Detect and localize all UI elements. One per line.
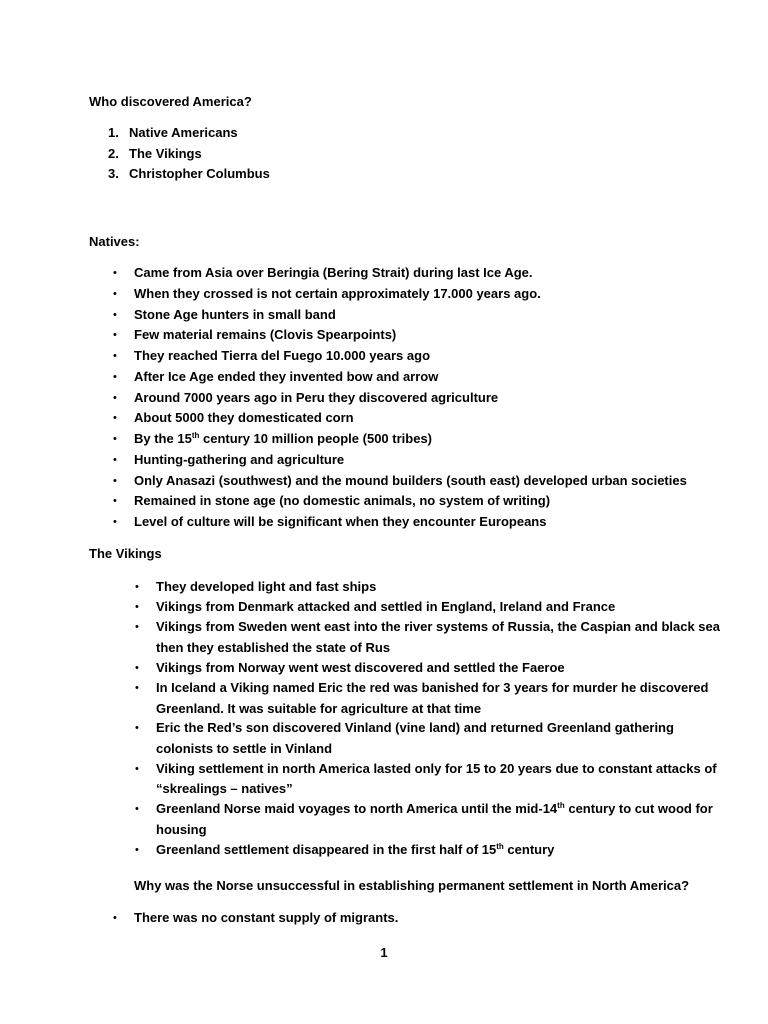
bullet-line: Stone Age hunters in small band <box>134 306 336 322</box>
bullet-text <box>156 799 713 840</box>
bullet-icon: • <box>113 329 117 342</box>
bullet-icon: • <box>135 621 139 634</box>
bullet-line: Around 7000 years ago in Peru they discovered agriculture <box>134 389 499 405</box>
bullet-text <box>134 408 354 429</box>
bullet-icon: • <box>135 803 139 816</box>
list-number: 3. <box>108 166 119 181</box>
superscript: th <box>557 801 565 811</box>
list-number: 2. <box>108 145 119 161</box>
bullet-text <box>134 284 541 305</box>
list-item-text: Native Americans <box>129 125 238 140</box>
page-title: Who discovered America? <box>89 94 252 109</box>
bullet-icon: • <box>113 267 117 279</box>
bullet-text <box>134 367 438 388</box>
bullet-line: Vikings from Denmark attacked and settled in England, Ireland and France <box>156 599 616 615</box>
bullet-text <box>156 840 554 861</box>
bullet-text <box>156 678 708 719</box>
bullet-line: After Ice Age ended they invented bow and arrow <box>134 368 439 384</box>
bullet-icon: • <box>135 843 139 856</box>
bullet-line: They reached Tierra del Fuego 10.000 years ago <box>134 348 431 363</box>
superscript: th <box>496 841 504 851</box>
list-item-text: The Vikings <box>129 145 202 161</box>
bullet-text <box>134 305 336 326</box>
bullet-icon: • <box>113 474 117 487</box>
bullet-text <box>134 491 550 512</box>
bullet-line: Came from Asia over Beringia (Bering Strait) during last Ice Age. <box>134 265 533 280</box>
bullet-line: By the 15th century 10 million people (500 tribes) <box>134 431 432 446</box>
bullet-line: Greenland settlement disappeared in the first half of 15th century <box>156 841 555 857</box>
bullet-line: Level of culture will be significant when they encounter Europeans <box>134 514 547 529</box>
superscript: th <box>191 431 200 440</box>
bullet-line: They developed light and fast ships <box>156 579 377 594</box>
bullet-text <box>134 346 430 367</box>
bullet-text <box>134 388 498 409</box>
bullet-icon: • <box>113 350 117 362</box>
bullet-text <box>156 718 674 759</box>
bullet-icon: • <box>135 722 139 735</box>
bullet-icon: • <box>113 391 117 404</box>
bullet-icon: • <box>135 661 139 674</box>
bullet-line: Viking settlement in north America lasted only for 15 to 20 years due to constant attacks of <box>156 760 717 776</box>
bullet-line: Eric the Red’s son discovered Vinland (vine land) and returned Greenland gathering <box>156 720 674 736</box>
bullet-icon: • <box>113 308 117 321</box>
bullet-text <box>134 263 533 284</box>
bullet-line: Only Anasazi (southwest) and the mound builders (south east) developed urban societies <box>134 472 687 488</box>
bullet-line: colonists to settle in Vinland <box>156 740 333 756</box>
bullet-line: “skrealings – natives” <box>156 781 293 797</box>
bullet-text <box>134 325 396 346</box>
bullet-icon: • <box>113 370 117 383</box>
bullet-text <box>156 577 376 598</box>
bullet-line: Greenland. It was suitable for agriculture at that time <box>156 700 482 716</box>
norse-question: Why was the Norse unsuccessful in establishing permanent settlement in North America? <box>134 878 690 893</box>
bullet-text <box>156 597 615 618</box>
bullet-line: Remained in stone age (no domestic animals, no system of writing) <box>134 493 551 509</box>
bullet-icon: • <box>113 495 117 508</box>
bullet-text <box>134 471 687 492</box>
bullet-icon: • <box>113 287 117 300</box>
bullet-icon: • <box>135 601 139 614</box>
bullet-icon: • <box>135 682 139 694</box>
bullet-line: When they crossed is not certain approximately 17.000 years ago. <box>134 285 541 301</box>
bullet-text <box>134 450 344 471</box>
bullet-line: Vikings from Sweden went east into the river systems of Russia, the Caspian and black sea <box>156 619 721 635</box>
bullet-icon: • <box>113 433 117 445</box>
bullet-line: Few material remains (Clovis Spearpoints) <box>134 327 397 343</box>
natives-heading: Natives: <box>89 234 140 249</box>
bullet-line: Greenland Norse maid voyages to north America until the mid-14th century to cut wood for <box>156 801 713 817</box>
bullet-icon: • <box>113 453 117 466</box>
bullet-text <box>156 759 717 800</box>
bullet-icon: • <box>113 912 117 924</box>
bullet-line: Vikings from Norway went west discovered and settled the Faeroe <box>156 659 565 675</box>
bullet-line: Hunting-gathering and agriculture <box>134 451 345 467</box>
bullet-icon: • <box>135 581 139 593</box>
list-number: 1. <box>108 125 119 140</box>
bullet-line: There was no constant supply of migrants. <box>134 910 399 925</box>
bullet-line: About 5000 they domesticated corn <box>134 410 354 426</box>
bullet-line: housing <box>156 821 207 837</box>
bullet-line: then they established the state of Rus <box>156 639 391 655</box>
bullet-icon: • <box>113 516 117 528</box>
bullet-text <box>156 658 565 679</box>
bullet-text <box>156 617 720 658</box>
list-item-text: Christopher Columbus <box>129 166 270 181</box>
bullet-icon: • <box>135 762 139 775</box>
bullet-text <box>134 429 432 450</box>
bullet-text <box>134 512 546 533</box>
bullet-line: In Iceland a Viking named Eric the red was banished for 3 years for murder he discovered <box>156 680 709 695</box>
bullet-text <box>134 908 398 929</box>
bullet-icon: • <box>113 412 117 425</box>
page-number: 1 <box>380 945 388 960</box>
vikings-heading: The Vikings <box>89 546 162 561</box>
